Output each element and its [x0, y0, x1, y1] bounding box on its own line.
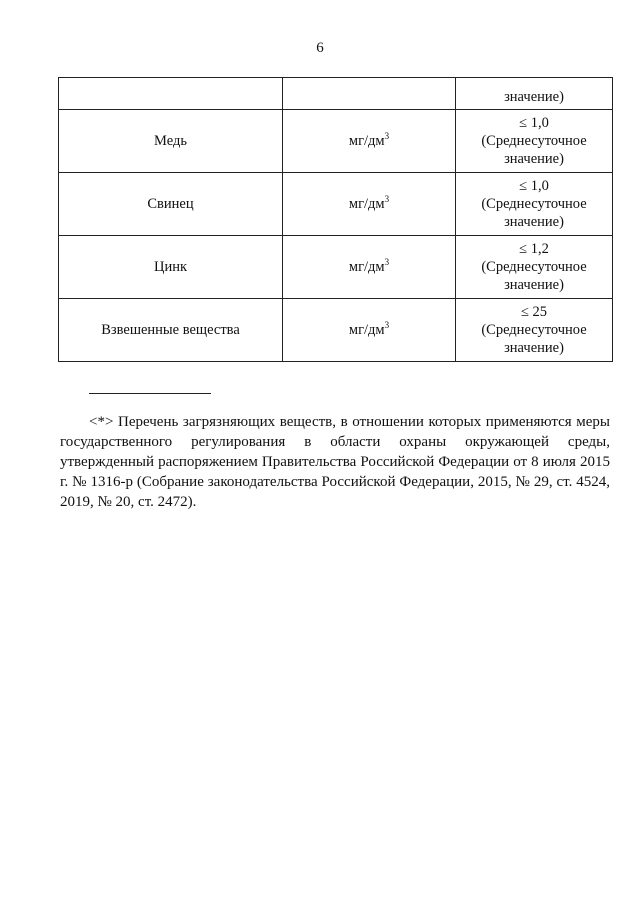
unit-base: мг/дм [348, 259, 385, 275]
substance-cell: Цинк [59, 236, 283, 299]
limit-value: ≤ 1,0 [519, 178, 549, 194]
limit-note-line1: (Среднесуточное [481, 196, 587, 212]
limit-note-line2: значение) [504, 151, 564, 167]
pollutant-norms-table [58, 77, 613, 362]
limit-value: ≤ 25 [520, 304, 548, 320]
limit-note-line2: значение) [504, 340, 564, 356]
table-row-suspended-solids [59, 299, 613, 362]
limit-value: ≤ 1,2 [519, 241, 549, 257]
footnote-text: <*> Перечень загрязняющих веществ, в отношении которых применяются меры государственного регулирования в области охраны окружающей среды, утвержденный распоряжением Правительства Российской Федерации от 8 июля 2015 г. № 1316-р (Собрание законодательства Российской Федерации, 2015, № 29, ст. 4524, 2019, № 20, ст. 2472). [60, 414, 610, 510]
unit-cell [283, 110, 456, 173]
unit-cell [283, 299, 456, 362]
substance-cell [59, 78, 283, 110]
table-row-continuation [59, 78, 613, 110]
unit-base: мг/дм [348, 133, 385, 149]
unit-exponent: 3 [384, 194, 390, 205]
value-cell [456, 299, 613, 362]
footnote-separator [89, 393, 211, 394]
page-number: 6 [316, 40, 324, 56]
value-cell [456, 173, 613, 236]
substance-cell: Свинец [59, 173, 283, 236]
unit-cell [283, 173, 456, 236]
limit-note-line1: (Среднесуточное [481, 133, 587, 149]
unit-exponent: 3 [384, 131, 390, 142]
limit-note-line1: (Среднесуточное [481, 259, 587, 275]
table-row-lead [59, 173, 613, 236]
unit-cell [283, 78, 456, 110]
limit-note-line2: значение) [504, 277, 564, 293]
value-cell: значение) [456, 78, 613, 110]
limit-note-line1: (Среднесуточное [481, 322, 587, 338]
unit-exponent: 3 [384, 320, 390, 331]
unit-cell [283, 236, 456, 299]
value-cell [456, 236, 613, 299]
unit-base: мг/дм [348, 322, 385, 338]
table-row-copper [59, 110, 613, 173]
substance-cell: Медь [59, 110, 283, 173]
limit-note-line2: значение) [504, 214, 564, 230]
unit-base: мг/дм [348, 196, 385, 212]
substance-cell: Взвешенные вещества [59, 299, 283, 362]
table-row-zinc [59, 236, 613, 299]
value-cell [456, 110, 613, 173]
unit-exponent: 3 [384, 257, 390, 268]
limit-value: ≤ 1,0 [519, 115, 549, 131]
